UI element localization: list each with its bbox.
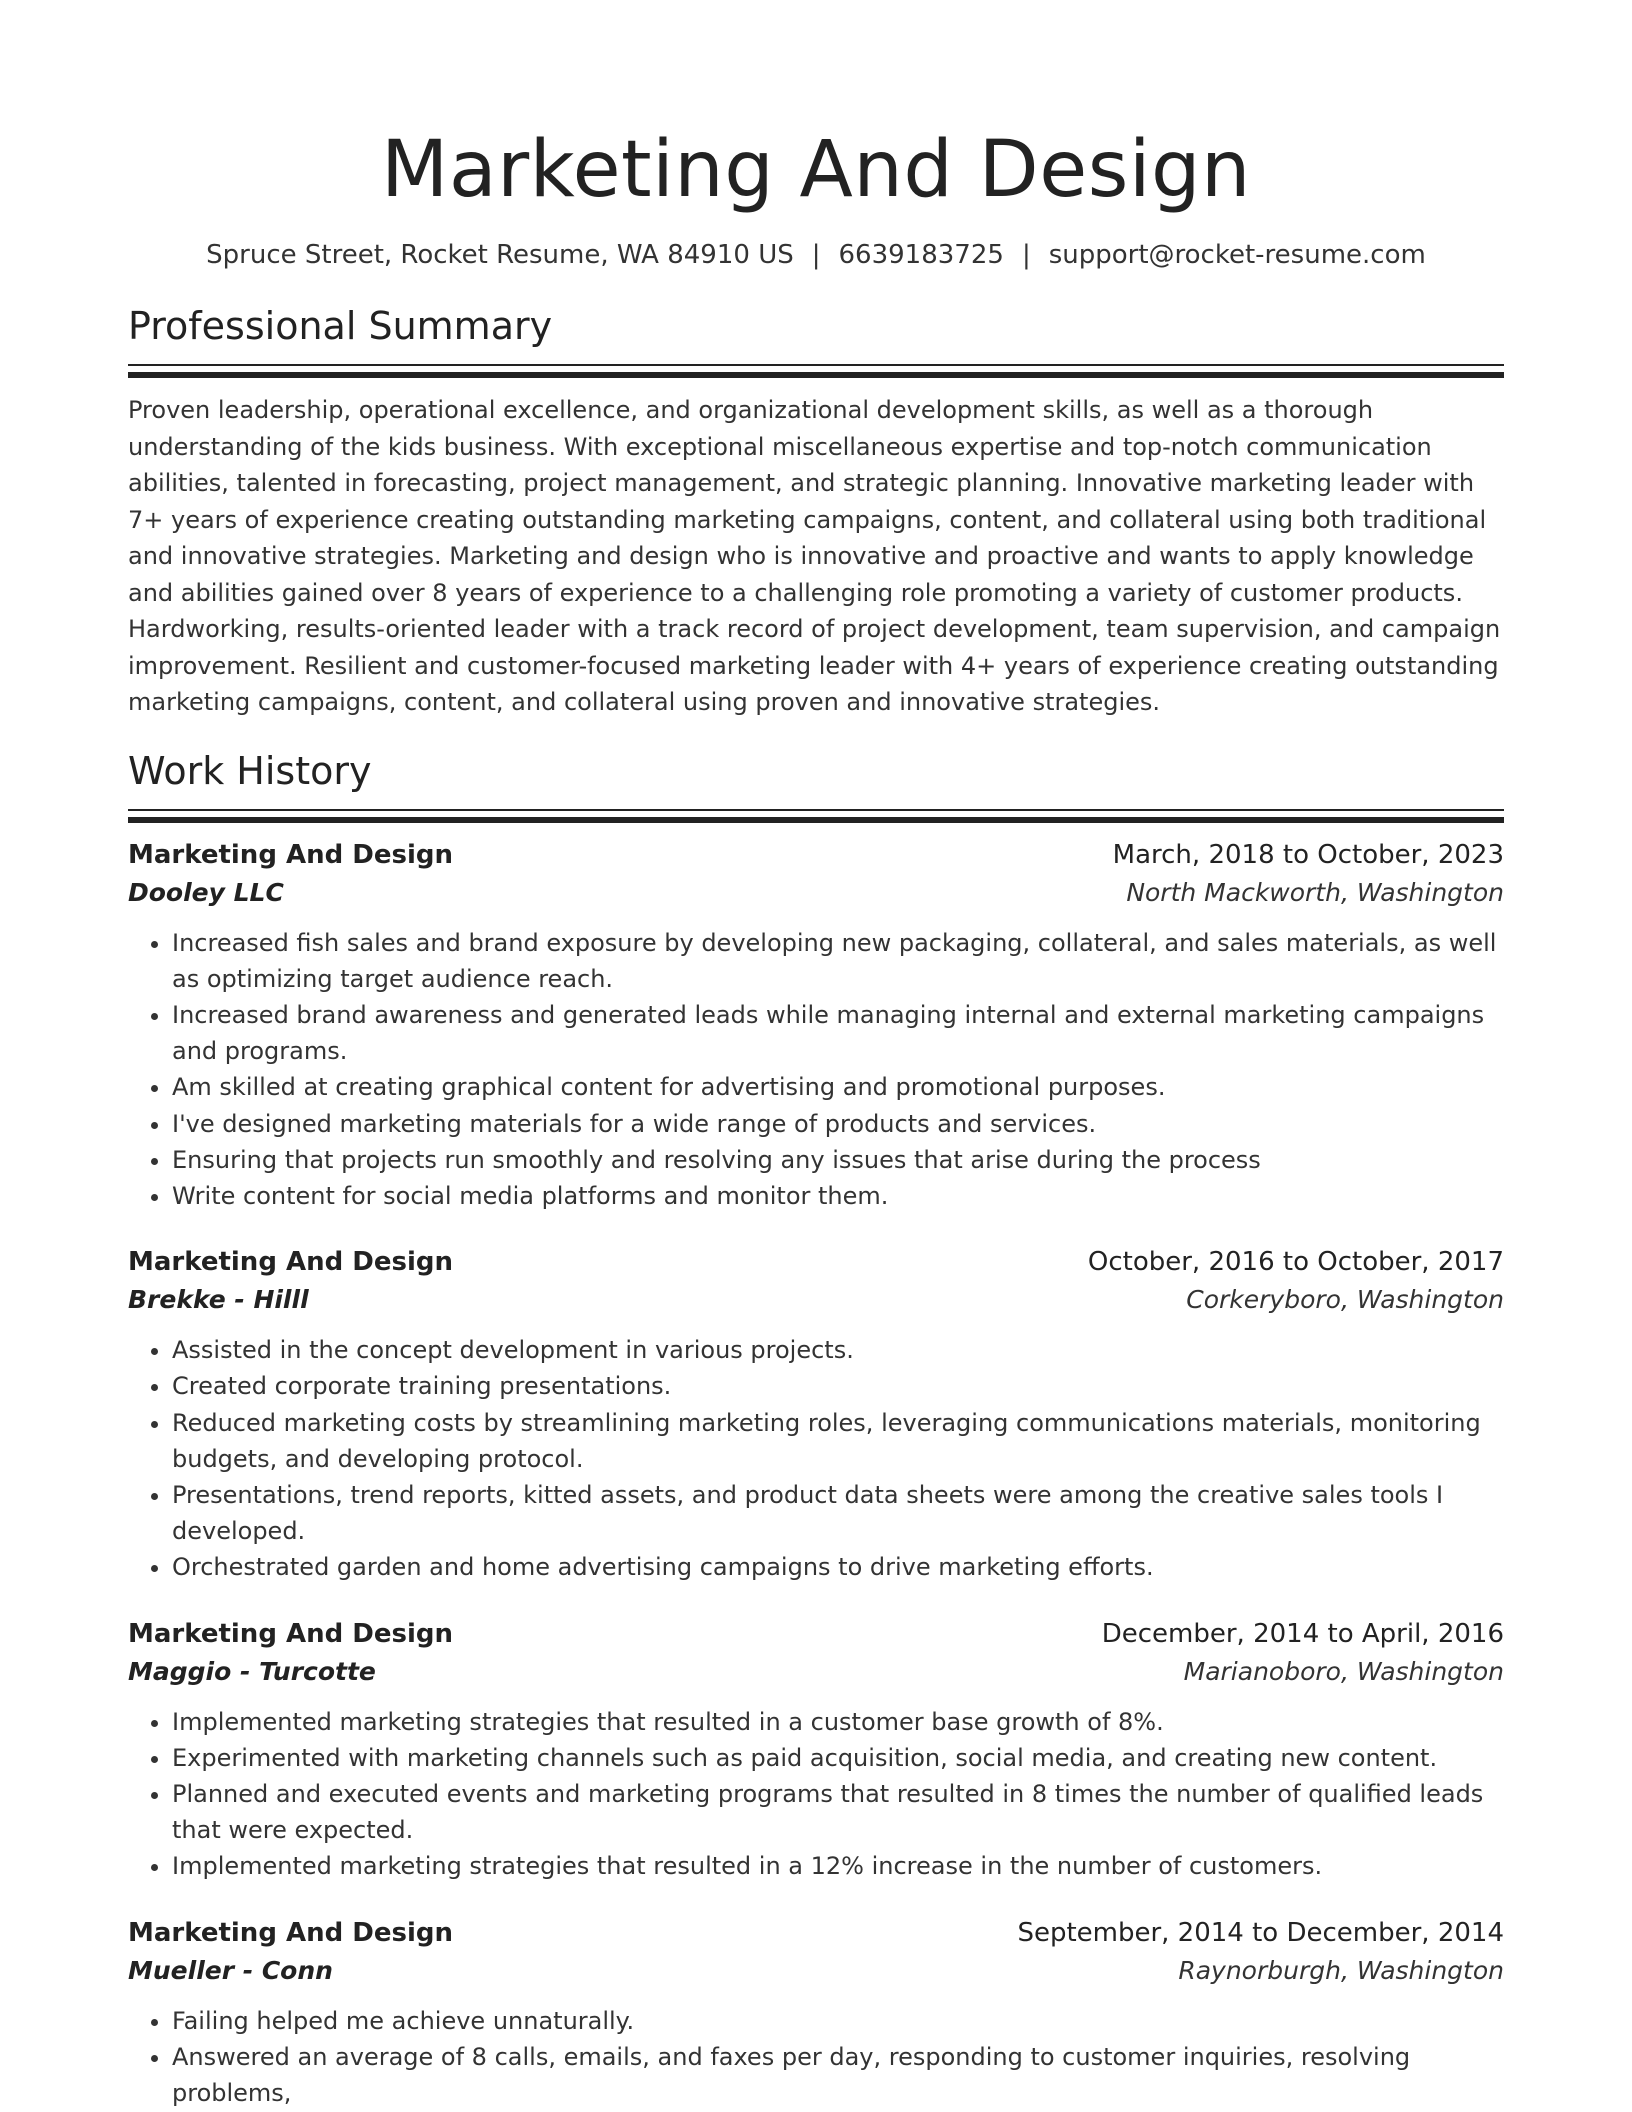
job-bullets: [128, 925, 1504, 1215]
job-dates: September, 2014 to December, 2014: [1017, 1917, 1504, 1948]
job-location: Marianoboro, Washington: [1183, 1656, 1504, 1686]
job-bullets: [128, 2003, 1504, 2112]
contact-email[interactable]: support@rocket-resume.com: [1048, 240, 1426, 270]
contact-phone: 6639183725: [838, 240, 1004, 270]
contact-address: Spruce Street, Rocket Resume, WA 84910 US: [206, 240, 794, 270]
list-item: • Failing helped me achieve unnaturally.: [172, 2003, 1504, 2039]
job-location: Corkeryboro, Washington: [1186, 1285, 1504, 1315]
list-item: • Experimented with marketing channels such as paid acquisition, social media, and creating new content.: [172, 1740, 1504, 1776]
candidate-name: Marketing And Design: [381, 125, 1251, 215]
list-item: • Increased fish sales and brand exposure by developing new packaging, collateral, and sales materials, as well as optimizing target audience reach.: [172, 925, 1504, 997]
list-item: • Write content for social media platforms and monitor them.: [172, 1178, 1504, 1214]
section-title-work-history: Work History: [128, 748, 372, 793]
list-item: • Ensuring that projects run smoothly and resolving any issues that arise during the process: [172, 1142, 1504, 1178]
job-dates: October, 2016 to October, 2017: [1087, 1247, 1504, 1278]
job-bullets: [128, 1704, 1504, 1885]
job-company: Maggio - Turcotte: [128, 1656, 376, 1686]
job-company: Brekke - Hilll: [128, 1285, 309, 1315]
list-item: • Reduced marketing costs by streamlining marketing roles, leveraging communications materials, monitoring budgets, and developing protocol.: [172, 1405, 1504, 1477]
list-item: • Answered an average of 8 calls, emails, and faxes per day, responding to customer inquiries, resolving problems,: [172, 2039, 1504, 2111]
job-bullets: [128, 1332, 1504, 1585]
contact-separator: |: [811, 240, 821, 270]
contact-separator: |: [1021, 240, 1031, 270]
job-dates: March, 2018 to October, 2023: [1112, 839, 1504, 870]
job-company: Dooley LLC: [128, 877, 284, 907]
list-item: • Implemented marketing strategies that resulted in a 12% increase in the number of customers.: [172, 1848, 1504, 1884]
section-divider: [128, 364, 1504, 378]
job-title: Marketing And Design: [128, 1618, 453, 1649]
list-item: • Increased brand awareness and generated leads while managing internal and external marketing campaigns and programs.: [172, 997, 1504, 1069]
job-entry: [128, 1915, 1504, 2112]
list-item: • Planned and executed events and marketing programs that resulted in 8 times the number of qualified leads that were expected.: [172, 1776, 1504, 1848]
job-entry: [128, 1244, 1504, 1585]
job-entry: [128, 837, 1504, 1215]
job-location: Raynorburgh, Washington: [1178, 1955, 1504, 1985]
section-divider: [128, 809, 1504, 823]
job-company: Mueller - Conn: [128, 1955, 333, 1985]
job-title: Marketing And Design: [128, 1917, 453, 1948]
list-item: • Created corporate training presentations.: [172, 1368, 1504, 1404]
job-title: Marketing And Design: [128, 839, 453, 870]
list-item: • Implemented marketing strategies that resulted in a customer base growth of 8%.: [172, 1704, 1504, 1740]
section-title-professional-summary: Professional Summary: [128, 304, 553, 348]
job-location: North Mackworth, Washington: [1126, 877, 1504, 907]
work-history-section: [128, 747, 1504, 2112]
list-item: • Assisted in the concept development in various projects.: [172, 1332, 1504, 1368]
professional-summary-section: [128, 302, 1504, 721]
list-item: • Presentations, trend reports, kitted assets, and product data sheets were among the creative sales tools I developed.: [172, 1477, 1504, 1549]
list-item: • Am skilled at creating graphical content for advertising and promotional purposes.: [172, 1069, 1504, 1105]
job-title: Marketing And Design: [128, 1247, 453, 1278]
summary-text: Proven leadership, operational excellence, and organizational development skills, as well as a thorough understanding of the kids business. With exceptional miscellaneous expertise and top-notch communication abilities, talented in forecasting, project management, and strategic planning. Innovative marketing leader with 7+ years of experience creating outstanding marketing campaigns, content, and collateral using both traditional and innovative strategies. Marketing and design who is innovative and proactive and wants to apply knowledge and abilities gained over 8 years of experience to a challenging role promoting a variety of customer products. Hardworking, results-oriented leader with a track record of project development, team supervision, and campaign improvement. Resilient and customer-focused marketing leader with 4+ years of experience creating outstanding marketing campaigns, content, and collateral using proven and innovative strategies.: [128, 396, 1501, 716]
job-entry: [128, 1616, 1504, 1885]
job-dates: December, 2014 to April, 2016: [1101, 1618, 1504, 1649]
contact-line: [128, 238, 1504, 272]
list-item: • I've designed marketing materials for a wide range of products and services.: [172, 1106, 1504, 1142]
list-item: • Orchestrated garden and home advertising campaigns to drive marketing efforts.: [172, 1549, 1504, 1585]
